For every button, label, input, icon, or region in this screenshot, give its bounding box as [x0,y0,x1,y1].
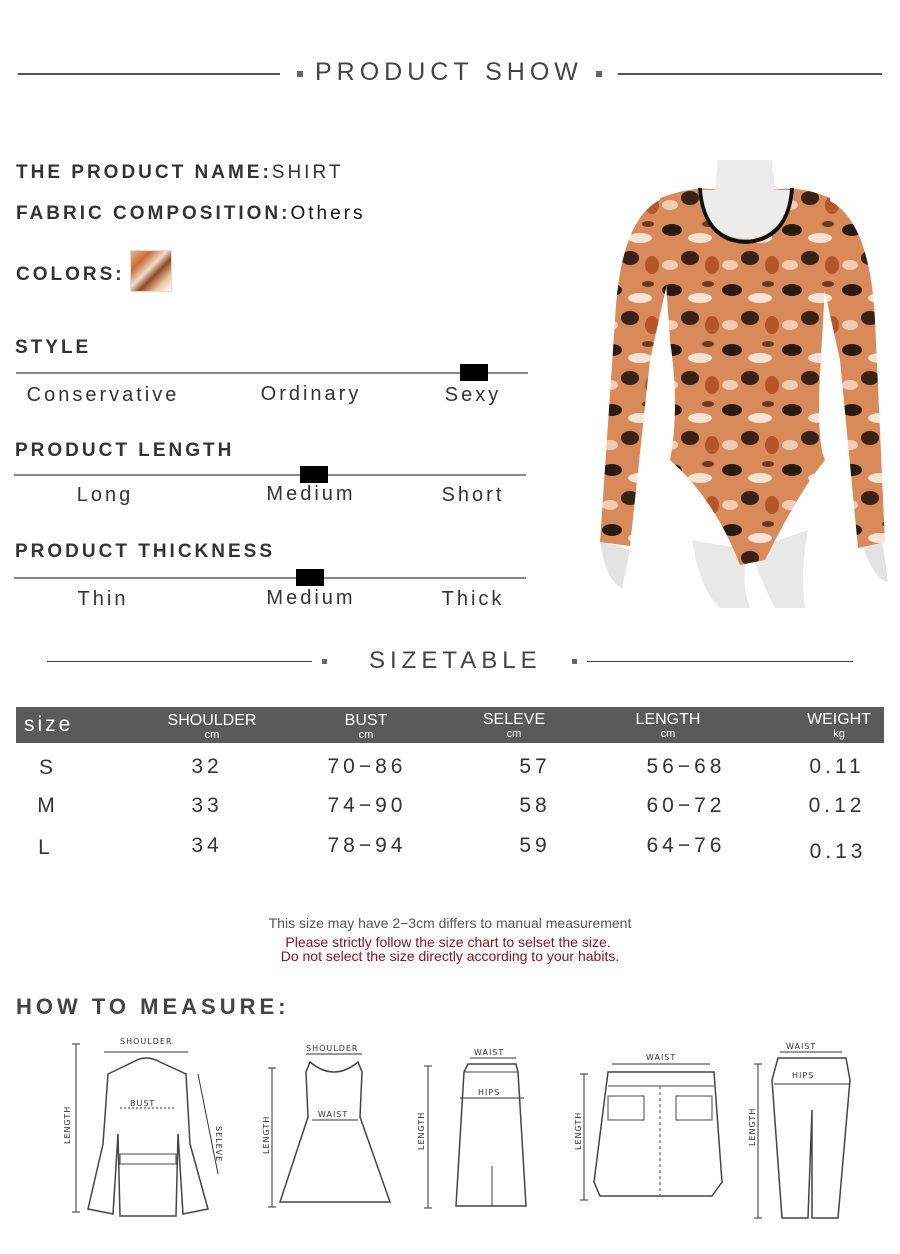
measure-label-hips: HIPS [478,1088,501,1097]
product-image [600,160,890,608]
fabric-value: Others [290,203,366,224]
measure-label-waist: WAIST [646,1053,677,1062]
size-warning: Please strictly follow the size chart to selset the size. [285,934,611,950]
scale-label-thick: Thick [441,588,505,610]
table-cell: 64−76 [646,834,726,857]
color-swatch-leopard[interactable] [130,250,172,292]
measure-label-shoulder: SHOULDER [120,1037,173,1046]
divider-bullet [322,659,327,664]
scale-line-length [14,474,526,476]
measure-diagram-pants [746,1040,876,1224]
product-name-label: THE PRODUCT NAME: [16,162,272,183]
measure-diagram-shorts [572,1050,742,1210]
measure-label-waist: WAIST [786,1042,817,1051]
table-cell: 59 [519,834,551,857]
scale-marker-style [460,364,488,381]
measure-label-length: LENGTH [63,1105,72,1144]
divider-left [18,73,280,75]
divider-right [618,73,882,75]
table-cell: 70−86 [327,755,407,778]
table-row-size: S [38,756,58,779]
measure-label-length: LENGTH [262,1115,271,1154]
fabric-row [16,203,365,225]
header-bust: BUST cm [344,712,388,741]
measure-diagram-jacket [58,1034,238,1224]
table-cell: 78−94 [327,834,407,857]
table-cell: 57 [519,755,551,778]
scale-label-medium: Medium [266,587,356,609]
scale-label-long: Long [76,484,134,506]
scale-label-ordinary: Ordinary [260,383,362,405]
header-shoulder: SHOULDER cm [167,712,257,741]
divider-bullet [596,71,602,77]
fabric-label: FABRIC COMPOSITION: [16,203,291,224]
table-cell: 60−72 [646,794,726,817]
divider-right [587,661,853,662]
section-title-sizetable: SIZETABLE [369,647,542,674]
measure-label-waist: WAIST [318,1110,349,1119]
table-row-size: M [37,794,59,817]
colors-row [16,264,125,286]
scale-label-thin: Thin [77,588,129,610]
header-weight: WEIGHT kg [807,711,871,740]
measure-label-hips: HIPS [792,1071,815,1080]
divider-bullet [572,659,577,664]
header-size: size [24,713,74,736]
size-warning: Do not select the size directly according to your habits. [280,948,620,964]
scale-label-medium: Medium [266,483,356,505]
section-title-how-to-measure: HOW TO MEASURE: [16,994,290,1019]
table-cell: 33 [191,794,223,817]
scale-label-conservative: Conservative [26,384,180,406]
scale-line-thickness [14,577,526,579]
table-cell: 0.11 [809,755,865,778]
scale-title-style: STYLE [15,337,92,358]
header-length: LENGTH cm [635,711,701,740]
product-name-value: SHIRT [271,162,344,183]
divider-bullet [297,71,303,77]
measure-label-seleve: SELEVE [214,1126,223,1163]
table-cell: 0.13 [809,840,867,863]
scale-label-short: Short [441,484,505,506]
scale-title-length: PRODUCT LENGTH [15,440,235,461]
table-cell: 74−90 [327,794,407,817]
colors-label: COLORS: [16,264,125,285]
scale-title-thickness: PRODUCT THICKNESS [15,541,276,562]
scale-marker-length [300,466,328,483]
measure-diagram-dress [262,1042,402,1212]
table-row-size: L [38,836,54,859]
divider-left [47,661,312,662]
measure-label-length: LENGTH [417,1111,426,1150]
table-cell: 58 [519,794,551,817]
measure-diagram-skirt [412,1046,542,1216]
scale-label-sexy: Sexy [444,384,502,406]
scale-marker-thickness [296,569,324,586]
header-seleve: SELEVE cm [482,711,546,740]
table-cell: 56−68 [646,755,726,778]
size-note: This size may have 2−3cm differs to manual measurement [268,915,632,931]
measure-label-bust: BUST [130,1099,156,1108]
measure-label-shoulder: SHOULDER [306,1044,359,1053]
size-table-header [16,707,884,743]
product-name-row [16,162,343,184]
scale-line-style [16,372,528,374]
section-title-product-show: PRODUCT SHOW [315,58,583,86]
table-cell: 34 [191,834,223,857]
measure-label-waist: WAIST [474,1048,505,1057]
table-cell: 32 [191,755,223,778]
measure-label-length: LENGTH [574,1111,583,1150]
table-cell: 0.12 [808,794,866,817]
measure-label-length: LENGTH [748,1107,757,1146]
